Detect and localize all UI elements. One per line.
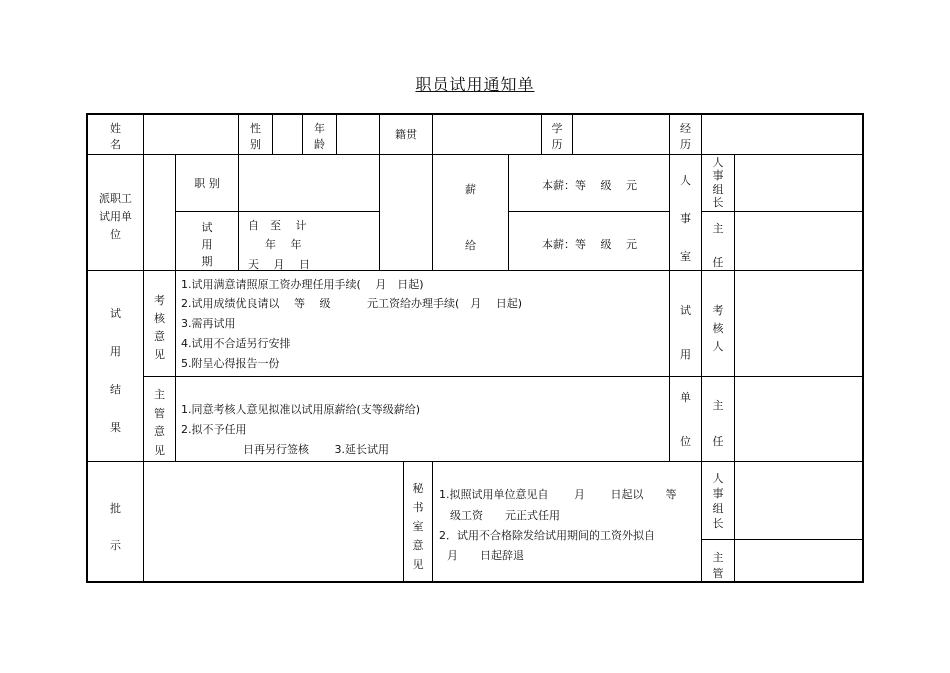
char: 见 [154, 443, 165, 457]
char: 别 [250, 138, 261, 151]
char: 长 [712, 195, 724, 209]
border-bottom [86, 581, 864, 583]
char: 试 [110, 307, 121, 320]
label-education [542, 120, 572, 152]
char: 龄 [314, 138, 325, 151]
char: 管 [712, 567, 724, 580]
char: 试 [680, 304, 691, 317]
v1 [143, 113, 144, 155]
label-result-director [702, 397, 734, 449]
supervisor-item-1: 1.同意考核人意见拟准以试用原薪给(支等级薪给) [181, 403, 421, 416]
approval-item-2: 2．试用不合格除发给试用期间的工资外拟自 [439, 529, 655, 542]
char: 见 [412, 558, 424, 571]
char: 薪 [465, 183, 476, 196]
border-right [862, 113, 864, 583]
label-name [88, 120, 143, 152]
review-item-2: 2.试用成绩优良请以 等 级 元工资给办理手续( 月 日起) [181, 297, 523, 310]
char: 室 [412, 520, 424, 533]
char: 派职工 [99, 192, 132, 205]
approval-item-2b: 月 日起辞退 [447, 549, 524, 562]
char: 期 [201, 255, 213, 268]
label-approval-supervisor [702, 549, 734, 579]
label-dept [88, 190, 143, 242]
char: 主 [712, 551, 724, 564]
label-secretary-opinion [404, 480, 432, 572]
char: 给 [465, 239, 476, 252]
rule-row3 [86, 461, 864, 462]
v26 [143, 461, 144, 582]
base-salary-2: 本薪：等 级 元 [542, 238, 637, 251]
char: 位 [680, 434, 691, 448]
label-approval [88, 500, 143, 553]
char: 人 [712, 472, 724, 485]
v25 [734, 270, 735, 462]
char: 组 [712, 182, 724, 196]
approval-item-1: 1.拟照试用单位意见自 月 日起以 等 [439, 488, 677, 501]
review-item-4: 4.试用不合适另行安排 [181, 337, 291, 350]
char: 室 [680, 250, 691, 263]
char: 用 [201, 238, 213, 251]
rule-hr-mid [701, 211, 864, 212]
v30 [734, 461, 735, 582]
v7 [432, 113, 433, 155]
v15 [379, 154, 380, 271]
char: 组 [712, 501, 724, 515]
char: 年 [314, 122, 325, 135]
char: 性 [250, 122, 261, 135]
rule-row2-mid [175, 211, 379, 212]
supervisor-item-2: 2.拟不予任用 [181, 423, 247, 436]
char: 主 [712, 399, 724, 412]
review-item-5: 5.附呈心得报告一份 [181, 357, 280, 370]
form-title: 职员试用通知单 [415, 75, 535, 94]
char: 示 [110, 539, 121, 552]
char: 经 [680, 122, 691, 135]
char: 秘 [412, 482, 424, 495]
label-supervisor-opinion [144, 386, 175, 458]
approval-item-1b: 级工资 元正式任用 [450, 509, 560, 522]
label-review-opinion [144, 292, 175, 362]
label-gender [239, 120, 272, 152]
supervisor-item-3: 日再另行签核 3.延长试用 [243, 443, 389, 456]
label-approval-hr-leader [702, 473, 734, 530]
char: 名 [110, 138, 121, 151]
char: 位 [110, 228, 121, 241]
v9 [572, 113, 573, 155]
v17 [508, 154, 509, 271]
char: 事 [712, 486, 724, 500]
char: 核 [154, 312, 165, 325]
char: 意 [412, 539, 424, 552]
period-line-1: 自 至 计 [248, 219, 307, 232]
label-trial-result [88, 305, 143, 435]
char: 考 [154, 294, 165, 307]
char: 人 [712, 340, 724, 353]
label-hr-office [670, 172, 701, 264]
label-hr-leader [702, 157, 734, 209]
rule-result-mid [143, 376, 864, 377]
rule-salary-mid [508, 211, 669, 212]
char: 管 [154, 406, 165, 420]
label-age [303, 120, 336, 152]
v5 [336, 113, 337, 155]
rule-row2 [86, 270, 864, 271]
v11 [701, 113, 702, 155]
char: 学 [551, 122, 563, 135]
char: 事 [712, 169, 724, 183]
char: 结 [110, 383, 121, 396]
review-item-3: 3.需再试用 [181, 317, 236, 330]
char: 意 [154, 330, 165, 343]
label-experience [670, 120, 701, 152]
v20 [734, 154, 735, 271]
char: 试 [201, 221, 213, 234]
char: 历 [551, 138, 563, 151]
char: 主 [154, 388, 165, 401]
char: 长 [712, 516, 724, 530]
char: 人 [680, 174, 691, 187]
v14 [238, 154, 239, 271]
border-top [86, 113, 864, 115]
label-examiner [702, 302, 734, 354]
char: 核 [712, 322, 724, 335]
v12 [143, 154, 144, 271]
rule-approval-mid [701, 539, 864, 540]
char: 批 [110, 502, 121, 515]
char: 果 [110, 421, 121, 434]
char: 用 [110, 345, 121, 358]
char: 任 [712, 435, 724, 448]
char: 用 [680, 347, 691, 361]
char: 人 [712, 156, 724, 169]
char: 意 [154, 425, 165, 439]
char: 试用单 [99, 210, 132, 223]
char: 姓 [110, 122, 121, 135]
period-line-2: 年 年 [265, 238, 302, 251]
char: 历 [680, 138, 691, 151]
char: 见 [154, 348, 165, 361]
char: 任 [712, 256, 724, 269]
v3 [272, 113, 273, 155]
label-position: 职 别 [194, 176, 220, 190]
base-salary-1: 本薪：等 级 元 [542, 179, 637, 192]
v22 [175, 270, 176, 462]
label-trial-period [176, 219, 238, 269]
review-item-1: 1.试用满意请照原工资办理任用手续( 月 日起) [181, 278, 424, 291]
char: 书 [412, 501, 424, 514]
period-line-3: 天 月 日 [248, 258, 310, 271]
label-salary [433, 181, 508, 253]
char: 单 [680, 391, 691, 405]
label-director [702, 220, 734, 270]
label-origin: 籍贯 [395, 128, 417, 141]
char: 考 [712, 304, 724, 317]
char: 主 [712, 222, 724, 235]
v28 [432, 461, 433, 582]
label-trial-unit [670, 302, 701, 449]
char: 事 [680, 212, 691, 225]
